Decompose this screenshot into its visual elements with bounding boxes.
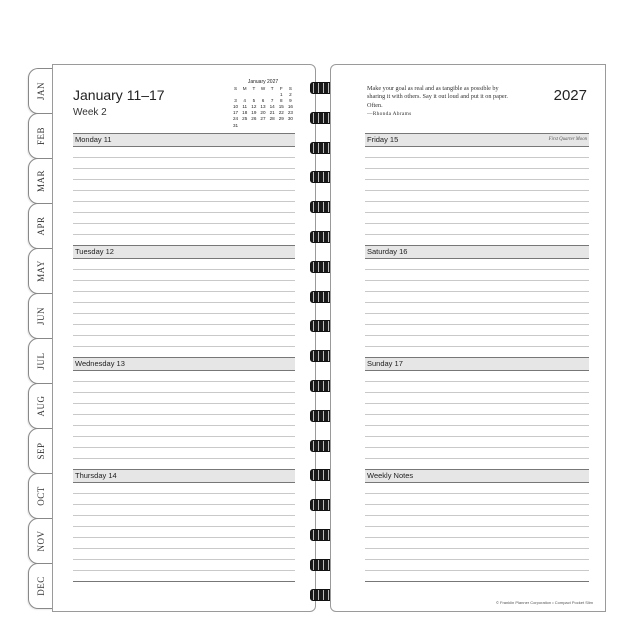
writing-line[interactable] (365, 483, 589, 494)
writing-line[interactable] (73, 292, 295, 303)
writing-line[interactable] (365, 292, 589, 303)
writing-line[interactable] (73, 191, 295, 202)
mini-calendar-weekday: M (242, 86, 247, 91)
writing-line[interactable] (365, 169, 589, 180)
mini-calendar-date: 24 (233, 116, 239, 122)
quote (367, 85, 517, 119)
day-section (73, 245, 295, 357)
mini-calendar-date: 11 (242, 104, 248, 110)
writing-line[interactable] (73, 169, 295, 180)
writing-line[interactable] (365, 224, 589, 235)
mini-calendar-date: 6 (261, 98, 265, 104)
month-tab-label: MAY (36, 260, 46, 282)
left-page (52, 64, 316, 612)
mini-calendar-date: 21 (269, 110, 275, 116)
writing-line[interactable] (365, 180, 589, 191)
mini-calendar-date: 13 (260, 104, 266, 110)
writing-line[interactable] (365, 426, 589, 437)
mini-calendar-date: 7 (270, 98, 274, 104)
writing-line[interactable] (73, 483, 295, 494)
writing-line[interactable] (365, 371, 589, 382)
day-section (365, 469, 589, 581)
mini-calendar-date (268, 123, 277, 129)
month-tab[interactable] (28, 563, 53, 609)
writing-line[interactable] (365, 259, 589, 270)
quote-text: Make your goal as real and as tangible as possible by sharing it with others. Say it out loud and put it on paper. Often. (367, 85, 508, 109)
day-label: Weekly Notes (367, 471, 414, 480)
mini-calendar-date (249, 123, 258, 129)
day-section (73, 133, 295, 245)
week-number: Week 2 (73, 107, 107, 118)
month-tab-label: DEC (36, 576, 46, 596)
writing-line[interactable] (365, 448, 589, 459)
mini-calendar-date (286, 123, 295, 129)
writing-line[interactable] (365, 494, 589, 505)
writing-line[interactable] (365, 202, 589, 213)
day-header (365, 469, 589, 483)
moon-phase-note: First Quarter Moon (548, 137, 587, 142)
day-header (365, 357, 589, 371)
mini-calendar-date (240, 123, 249, 129)
writing-line[interactable] (73, 393, 295, 404)
day-section (73, 357, 295, 469)
writing-line[interactable] (73, 180, 295, 191)
writing-line[interactable] (365, 516, 589, 527)
mini-calendar-date: 22 (278, 110, 284, 116)
mini-calendar-weekday: S (234, 86, 238, 91)
writing-line[interactable] (365, 303, 589, 314)
writing-line[interactable] (365, 549, 589, 560)
month-tabs (28, 68, 54, 608)
writing-line[interactable] (365, 393, 589, 404)
month-tab[interactable] (28, 518, 53, 564)
month-tab[interactable] (28, 473, 53, 519)
writing-line[interactable] (365, 437, 589, 448)
writing-line[interactable] (365, 147, 589, 158)
writing-line[interactable] (365, 325, 589, 336)
mini-calendar-weekday: T (270, 86, 274, 91)
month-tab-label: NOV (36, 530, 46, 552)
mini-calendar-date: 26 (251, 116, 257, 122)
day-label: Saturday 16 (367, 247, 408, 256)
writing-line[interactable] (73, 213, 295, 224)
writing-line[interactable] (365, 314, 589, 325)
month-tab-label: AUG (36, 395, 46, 417)
month-tab[interactable] (28, 428, 53, 474)
day-header (73, 245, 295, 259)
writing-line[interactable] (365, 527, 589, 538)
mini-calendar-date: 27 (260, 116, 266, 122)
month-tab-label: OCT (36, 486, 46, 506)
month-tab-label: JUN (36, 306, 46, 326)
mini-calendar-date: 30 (287, 116, 293, 122)
writing-line[interactable] (365, 158, 589, 169)
day-header (73, 357, 295, 371)
mini-calendar-date: 5 (252, 98, 256, 104)
mini-calendar-date: 2 (289, 92, 292, 98)
day-label: Thursday 14 (75, 471, 117, 480)
mini-calendar-date: 9 (289, 98, 292, 104)
day-label: Sunday 17 (367, 359, 403, 368)
right-page (330, 64, 606, 612)
writing-line[interactable] (365, 505, 589, 516)
writing-line[interactable] (73, 415, 295, 426)
mini-calendar-date: 29 (278, 116, 284, 122)
mini-calendar-date (277, 123, 286, 129)
writing-line[interactable] (73, 560, 295, 571)
writing-line[interactable] (73, 516, 295, 527)
writing-line[interactable] (73, 437, 295, 448)
writing-line[interactable] (365, 281, 589, 292)
writing-line[interactable] (73, 336, 295, 347)
month-tab[interactable] (28, 248, 53, 294)
writing-line[interactable] (365, 270, 589, 281)
month-tab-label: FEB (36, 126, 46, 146)
writing-line[interactable] (73, 259, 295, 270)
writing-line[interactable] (73, 527, 295, 538)
mini-calendar-date: 14 (269, 104, 275, 110)
month-tab-label: JAN (36, 81, 46, 101)
day-header (73, 469, 295, 483)
writing-line[interactable] (73, 549, 295, 560)
mini-calendar-date: 4 (243, 98, 246, 104)
writing-line[interactable] (73, 147, 295, 158)
day-label: Friday 15 (367, 135, 399, 144)
day-label: Monday 11 (75, 135, 112, 144)
mini-calendar-date: 28 (269, 116, 275, 122)
writing-line[interactable] (73, 448, 295, 459)
mini-calendar-date (258, 123, 267, 129)
writing-line[interactable] (73, 202, 295, 213)
writing-line[interactable] (73, 426, 295, 437)
mini-calendar-weekday: W (260, 86, 266, 91)
writing-line[interactable] (73, 158, 295, 169)
month-tab-label: MAR (36, 169, 46, 193)
writing-line[interactable] (365, 538, 589, 549)
writing-line[interactable] (365, 191, 589, 202)
mini-calendar (231, 79, 295, 129)
mini-calendar-weekday: S (288, 86, 292, 91)
mini-calendar-date: 18 (242, 110, 248, 116)
quote-author: —Rhonda Abrams (367, 111, 412, 118)
week-title: January 11–17 (73, 87, 165, 103)
day-section (365, 245, 589, 357)
writing-line[interactable] (73, 371, 295, 382)
mini-calendar-date: 19 (251, 110, 257, 116)
footer-copyright: © Franklin Planner Corporation • Compact Pocket Slim (495, 600, 593, 605)
writing-line[interactable] (73, 382, 295, 393)
day-header (365, 245, 589, 259)
writing-line[interactable] (365, 415, 589, 426)
mini-calendar-date: 17 (233, 110, 239, 116)
mini-calendar-date: 20 (260, 110, 266, 116)
mini-calendar-date: 31 (233, 122, 239, 128)
mini-calendar-date: 16 (287, 104, 293, 110)
month-tab-label: JUL (36, 352, 46, 370)
day-label: Tuesday 12 (75, 247, 114, 256)
mini-calendar-weekday: T (252, 86, 256, 91)
month-tab[interactable] (28, 338, 53, 384)
writing-line[interactable] (365, 560, 589, 571)
mini-calendar-date: 3 (234, 98, 237, 104)
writing-line[interactable] (73, 314, 295, 325)
month-tab[interactable] (28, 68, 53, 114)
day-label: Wednesday 13 (75, 359, 125, 368)
writing-line[interactable] (365, 404, 589, 415)
writing-line[interactable] (365, 382, 589, 393)
month-tab[interactable] (28, 203, 53, 249)
writing-line[interactable] (73, 303, 295, 314)
bottom-rule (73, 581, 295, 582)
mini-calendar-grid (231, 86, 295, 129)
mini-calendar-date: 10 (233, 104, 239, 110)
mini-calendar-date: 12 (251, 104, 257, 110)
mini-calendar-date: 25 (242, 116, 248, 122)
writing-line[interactable] (73, 404, 295, 415)
writing-line[interactable] (365, 336, 589, 347)
writing-line[interactable] (73, 270, 295, 281)
writing-line[interactable] (73, 281, 295, 292)
writing-line[interactable] (73, 538, 295, 549)
month-tab-label: SEP (36, 442, 46, 460)
writing-line[interactable] (73, 224, 295, 235)
writing-line[interactable] (73, 505, 295, 516)
month-tab[interactable] (28, 293, 53, 339)
mini-calendar-date: 1 (279, 92, 283, 98)
day-section (73, 469, 295, 581)
day-header (73, 133, 295, 147)
month-tab[interactable] (28, 383, 53, 429)
writing-line[interactable] (73, 494, 295, 505)
mini-calendar-date: 15 (278, 104, 284, 110)
mini-calendar-weekday: F (279, 86, 283, 91)
bottom-rule (365, 581, 589, 582)
mini-calendar-date: 23 (287, 110, 293, 116)
year-label: 2027 (553, 87, 587, 104)
month-tab-label: APR (36, 216, 46, 236)
day-section (365, 133, 589, 245)
mini-calendar-date: 8 (279, 98, 283, 104)
writing-line[interactable] (365, 213, 589, 224)
mini-calendar-title: January 2027 (247, 79, 279, 85)
day-section (365, 357, 589, 469)
day-header (365, 133, 589, 147)
writing-line[interactable] (73, 325, 295, 336)
month-tab[interactable] (28, 158, 53, 204)
month-tab[interactable] (28, 113, 53, 159)
